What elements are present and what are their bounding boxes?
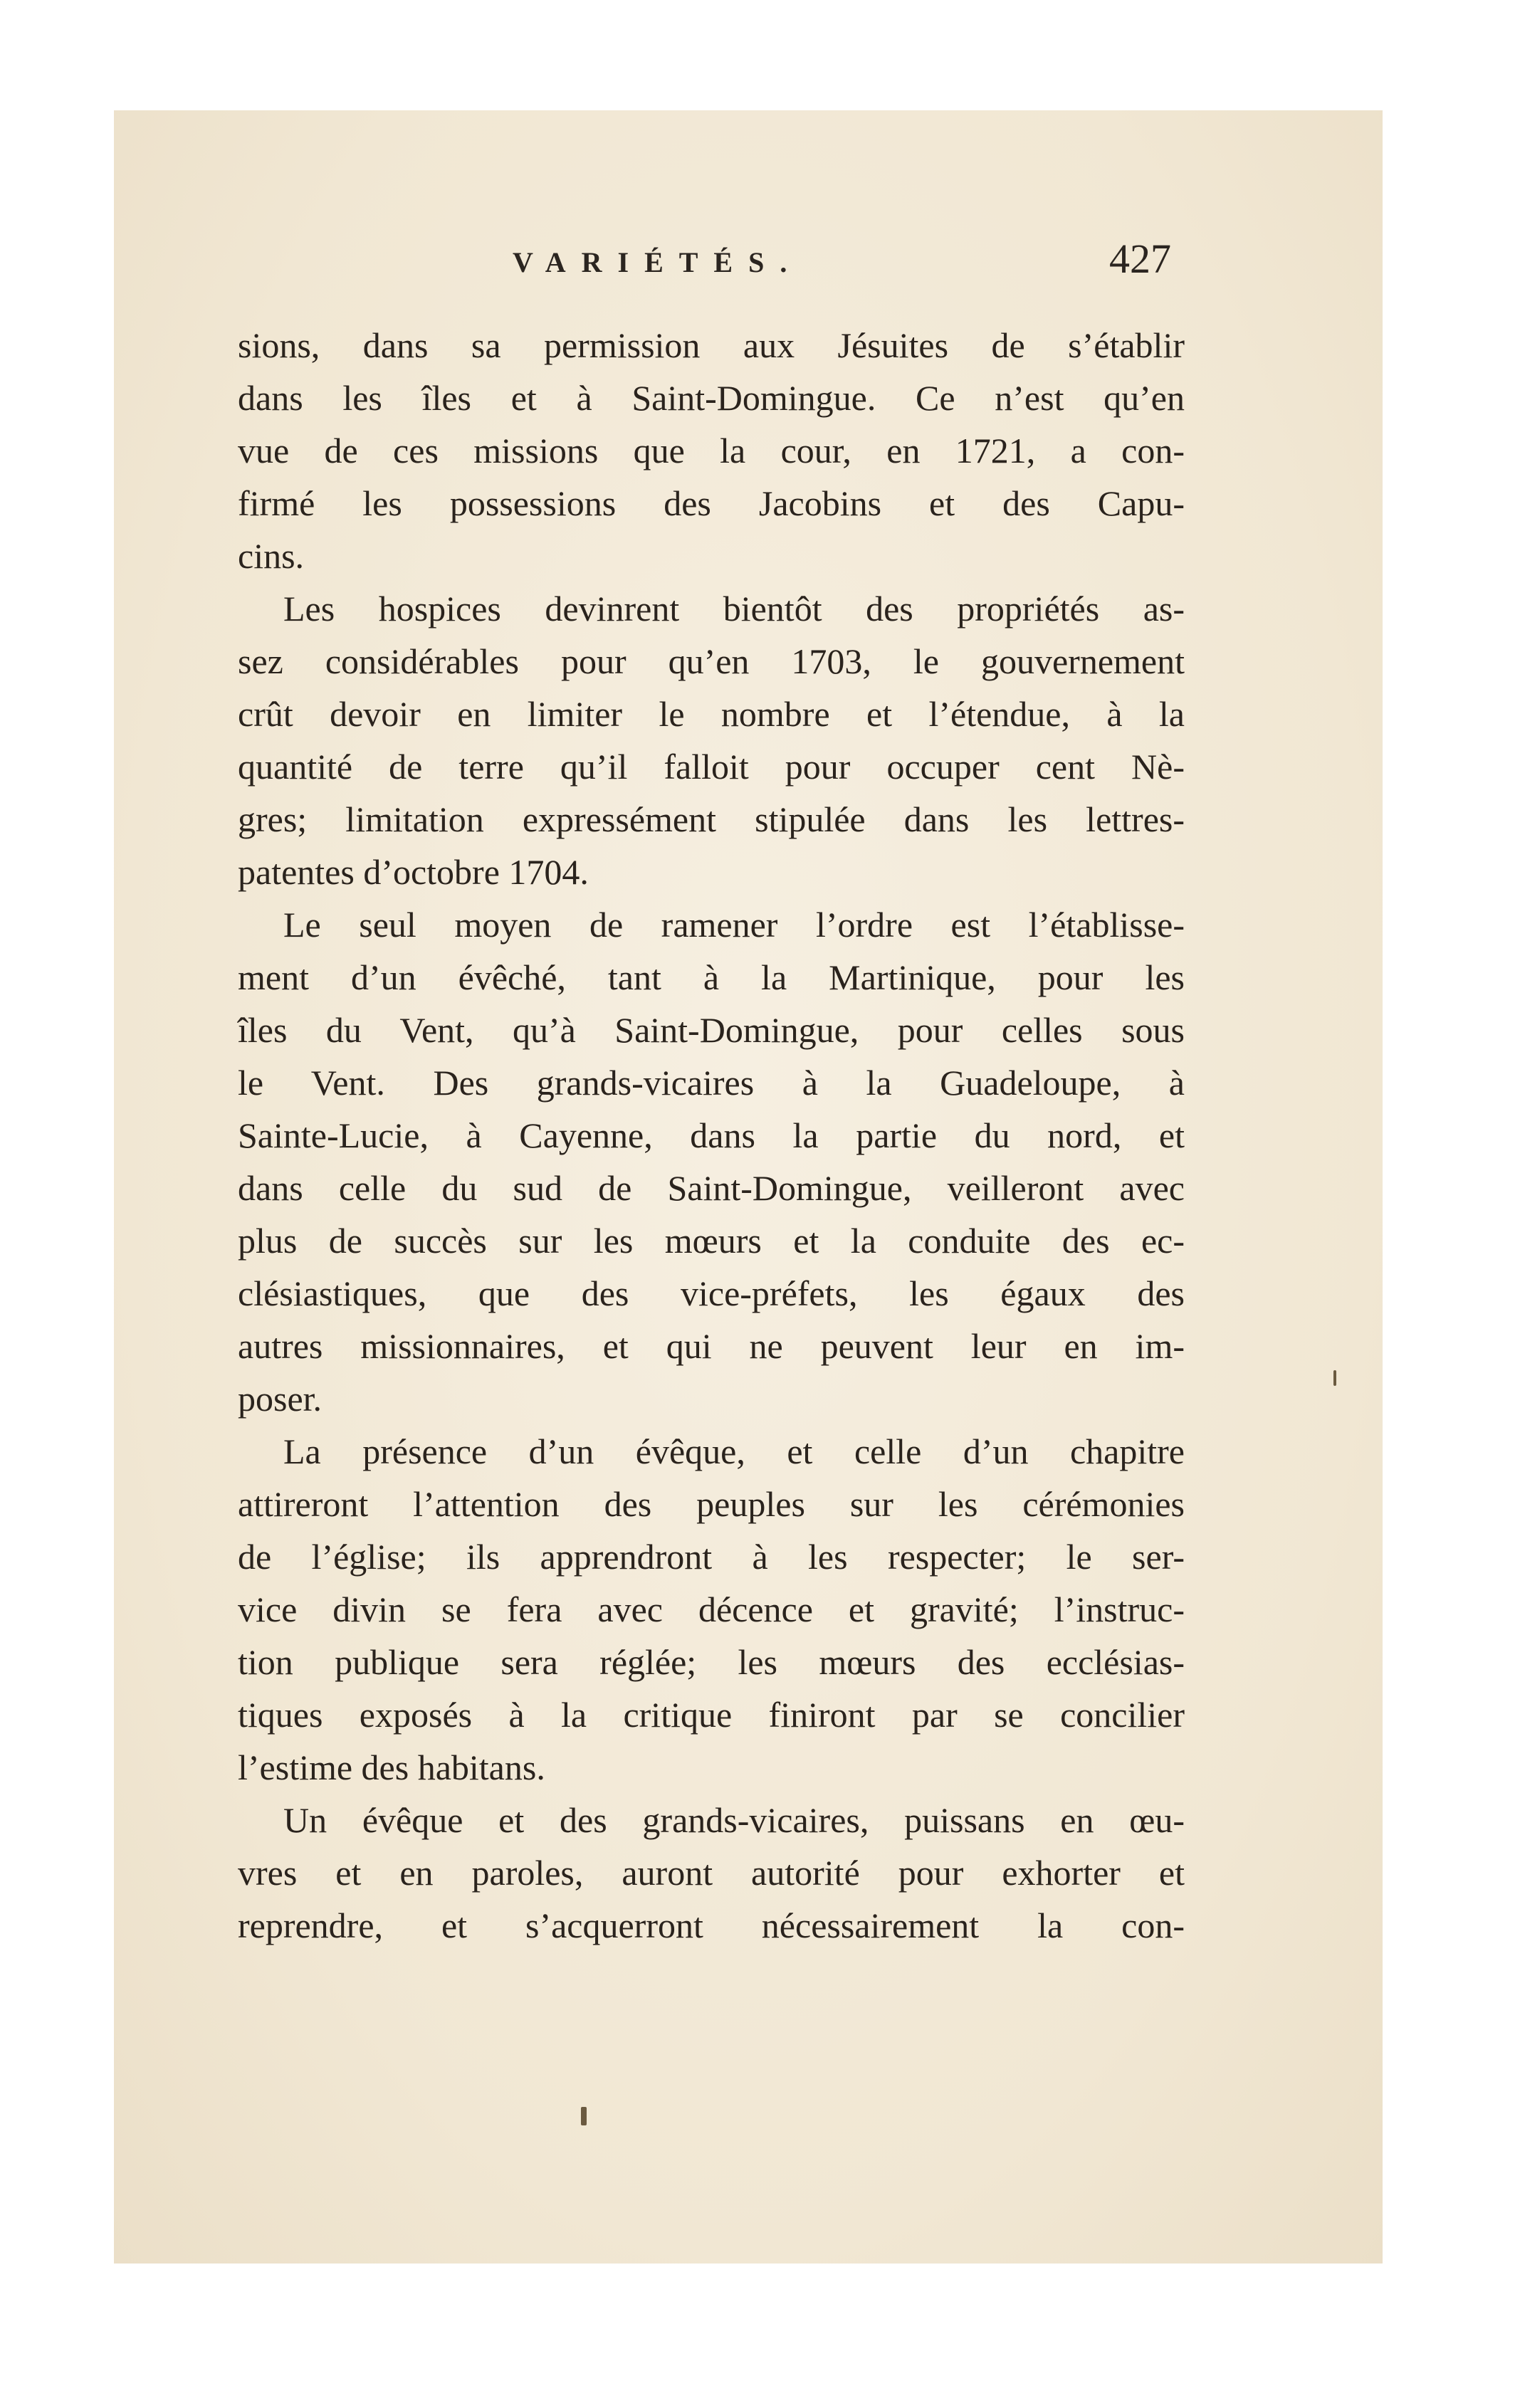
text-line: dans celle du sud de Saint-Domingue, veilleront avec <box>238 1168 1185 1208</box>
text-line: sions, dans sa permission aux Jésuites de s’établir <box>238 325 1185 365</box>
text-line: le Vent. Des grands-vicaires à la Guadeloupe, à <box>238 1063 1185 1103</box>
text-line: attireront l’attention des peuples sur les cérémonies <box>238 1484 1185 1524</box>
ink-speck <box>581 2107 587 2125</box>
text-line: îles du Vent, qu’à Saint-Domingue, pour celles sous <box>238 1010 1185 1050</box>
text-line: vue de ces missions que la cour, en 1721, a con- <box>238 431 1185 470</box>
text-line: ment d’un évêché, tant à la Martinique, pour les <box>238 957 1185 997</box>
text-line: poser. <box>238 1379 323 1419</box>
text-line: quantité de terre qu’il falloit pour occuper cent Nè- <box>238 747 1185 787</box>
text-line: l’estime des habitans. <box>238 1747 545 1787</box>
text-line: plus de succès sur les mœurs et la conduite des ec- <box>238 1221 1185 1261</box>
text-line: Les hospices devinrent bientôt des propriétés as- <box>283 589 1185 629</box>
text-line: tiques exposés à la critique finiront par se concilier <box>238 1695 1185 1735</box>
text-line: vres et en paroles, auront autorité pour exhorter et <box>238 1853 1185 1893</box>
text-line: tion publique sera réglée; les mœurs des ecclésias- <box>238 1642 1185 1682</box>
text-line: reprendre, et s’acquerront nécessairement la con- <box>238 1905 1185 1945</box>
text-line: Le seul moyen de ramener l’ordre est l’établisse- <box>283 905 1185 945</box>
text-line: dans les îles et à Saint-Domingue. Ce n’est qu’en <box>238 378 1185 418</box>
text-line: sez considérables pour qu’en 1703, le gouvernement <box>238 641 1185 681</box>
text-line: crût devoir en limiter le nombre et l’étendue, à la <box>238 694 1185 734</box>
page-number: 427 <box>1109 236 1171 282</box>
text-line: cins. <box>238 536 305 576</box>
text-line: Sainte-Lucie, à Cayenne, dans la partie du nord, et <box>238 1115 1185 1155</box>
text-line: gres; limitation expressément stipulée dans les lettres- <box>238 799 1185 839</box>
running-title: VARIÉTÉS. <box>513 246 803 278</box>
text-line: clésiastiques, que des vice-préfets, les égaux des <box>238 1273 1185 1313</box>
ink-speck <box>1333 1370 1336 1386</box>
text-line: patentes d’octobre 1704. <box>238 852 589 892</box>
text-line: de l’église; ils apprendront à les respecter; le ser- <box>238 1537 1185 1577</box>
text-line: Un évêque et des grands-vicaires, puissans en œu- <box>283 1800 1185 1840</box>
text-line: La présence d’un évêque, et celle d’un chapitre <box>283 1431 1185 1471</box>
text-line: autres missionnaires, et qui ne peuvent leur en im- <box>238 1326 1185 1366</box>
text-line: vice divin se fera avec décence et gravité; l’instruc- <box>238 1589 1185 1629</box>
text-line: firmé les possessions des Jacobins et des Capu- <box>238 483 1185 523</box>
